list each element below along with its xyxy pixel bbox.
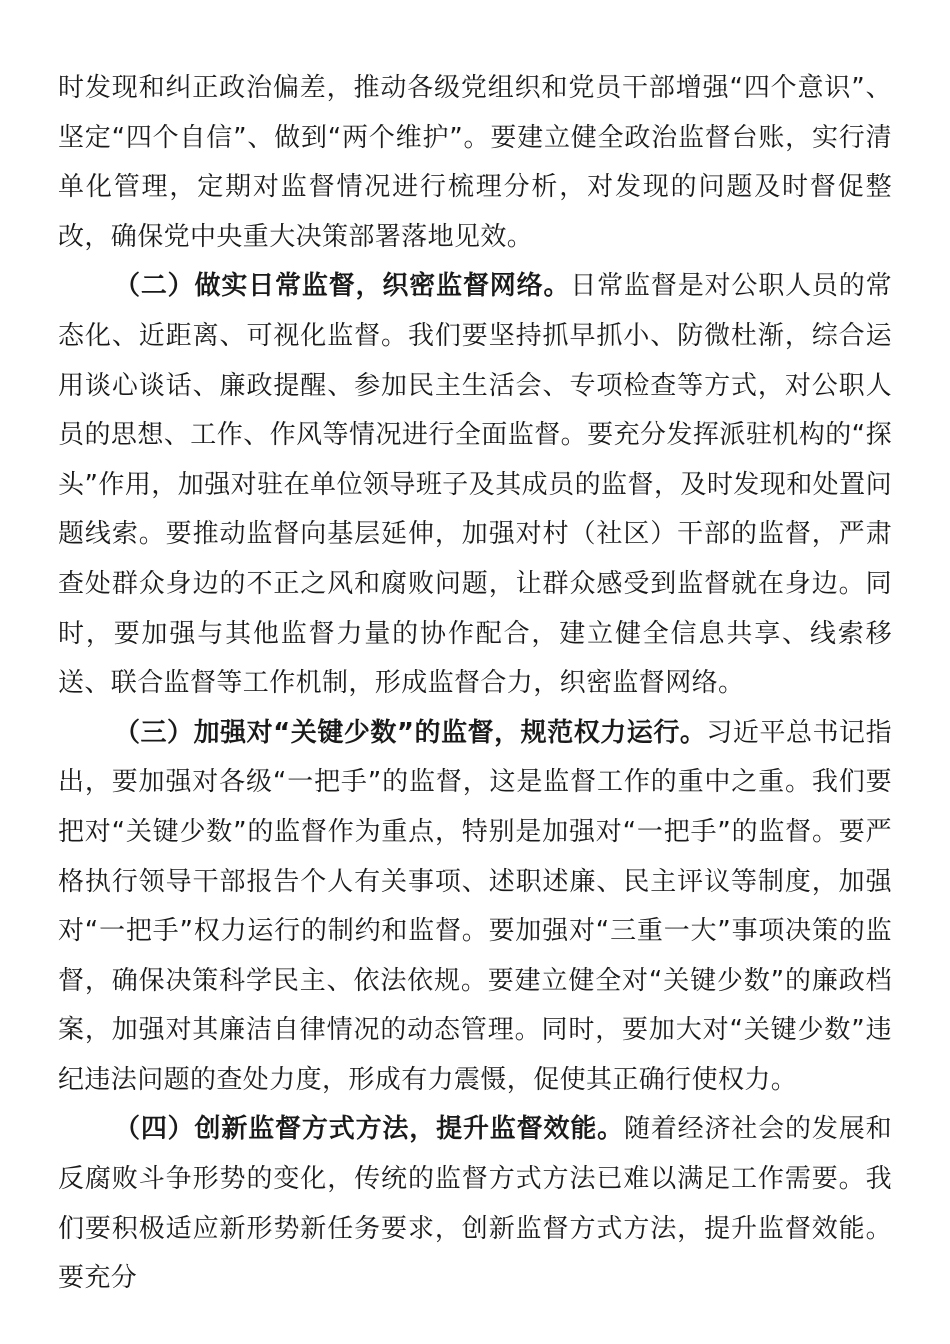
section-heading: （二）做实日常监督，织密监督网络。 bbox=[114, 271, 571, 302]
section-heading: （四）创新监督方式方法，提升监督效能。 bbox=[114, 1114, 624, 1145]
paragraph-innovate-methods bbox=[58, 1105, 892, 1303]
paragraph-text: 习近平总书记指出，要加强对各级“一把手”的监督，这是监督工作的重中之重。我们要把对“关键少数”的监督作为重点，特别是加强对“一把手”的监督。要严格执行领导干部报告个人有关事项、述职述廉、民主评议等制度，加强对“一把手”权力运行的制约和监督。要加强对“三重一大”事项决策的监督，确保决策科学民主、依法依规。要建立健全对“关键少数”的廉政档案，加强对其廉洁自律情况的动态管理。同时，要加大对“关键少数”违纪违法问题的查处力度，形成有力震慑，促使其正确行使权力。 bbox=[58, 717, 892, 1095]
paragraph-text: 时发现和纠正政治偏差，推动各级党组织和党员干部增强“四个意识”、坚定“四个自信”、做到“两个维护”。要建立健全政治监督台账，实行清单化管理，定期对监督情况进行梳理分析，对发现的问题及时督促整改，确保党中央重大决策部署落地见效。 bbox=[58, 73, 892, 252]
paragraph-daily-supervision bbox=[58, 262, 892, 708]
paragraph-text: 随着经济社会的发展和反腐败斗争形势的变化，传统的监督方式方法已难以满足工作需要。我们要积极适应新形势新任务要求，创新监督方式方法，提升监督效能。要充分 bbox=[58, 1114, 892, 1294]
document-page bbox=[58, 64, 892, 1304]
paragraph-continuation bbox=[58, 64, 892, 262]
paragraph-key-minority bbox=[58, 709, 892, 1106]
paragraph-text: 日常监督是对公职人员的常态化、近距离、可视化监督。我们要坚持抓早抓小、防微杜渐，综合运用谈心谈话、廉政提醒、参加民主生活会、专项检查等方式，对公职人员的思想、工作、作风等情况进行全面监督。要充分发挥派驻机构的“探头”作用，加强对驻在单位领导班子及其成员的监督，及时发现和处置问题线索。要推动监督向基层延伸，加强对村（社区）干部的监督，严肃查处群众身边的不正之风和腐败问题，让群众感受到监督就在身边。同时，要加强与其他监督力量的协作配合，建立健全信息共享、线索移送、联合监督等工作机制，形成监督合力，织密监督网络。 bbox=[58, 271, 892, 699]
section-heading: （三）加强对“关键少数”的监督，规范权力运行。 bbox=[114, 717, 707, 748]
